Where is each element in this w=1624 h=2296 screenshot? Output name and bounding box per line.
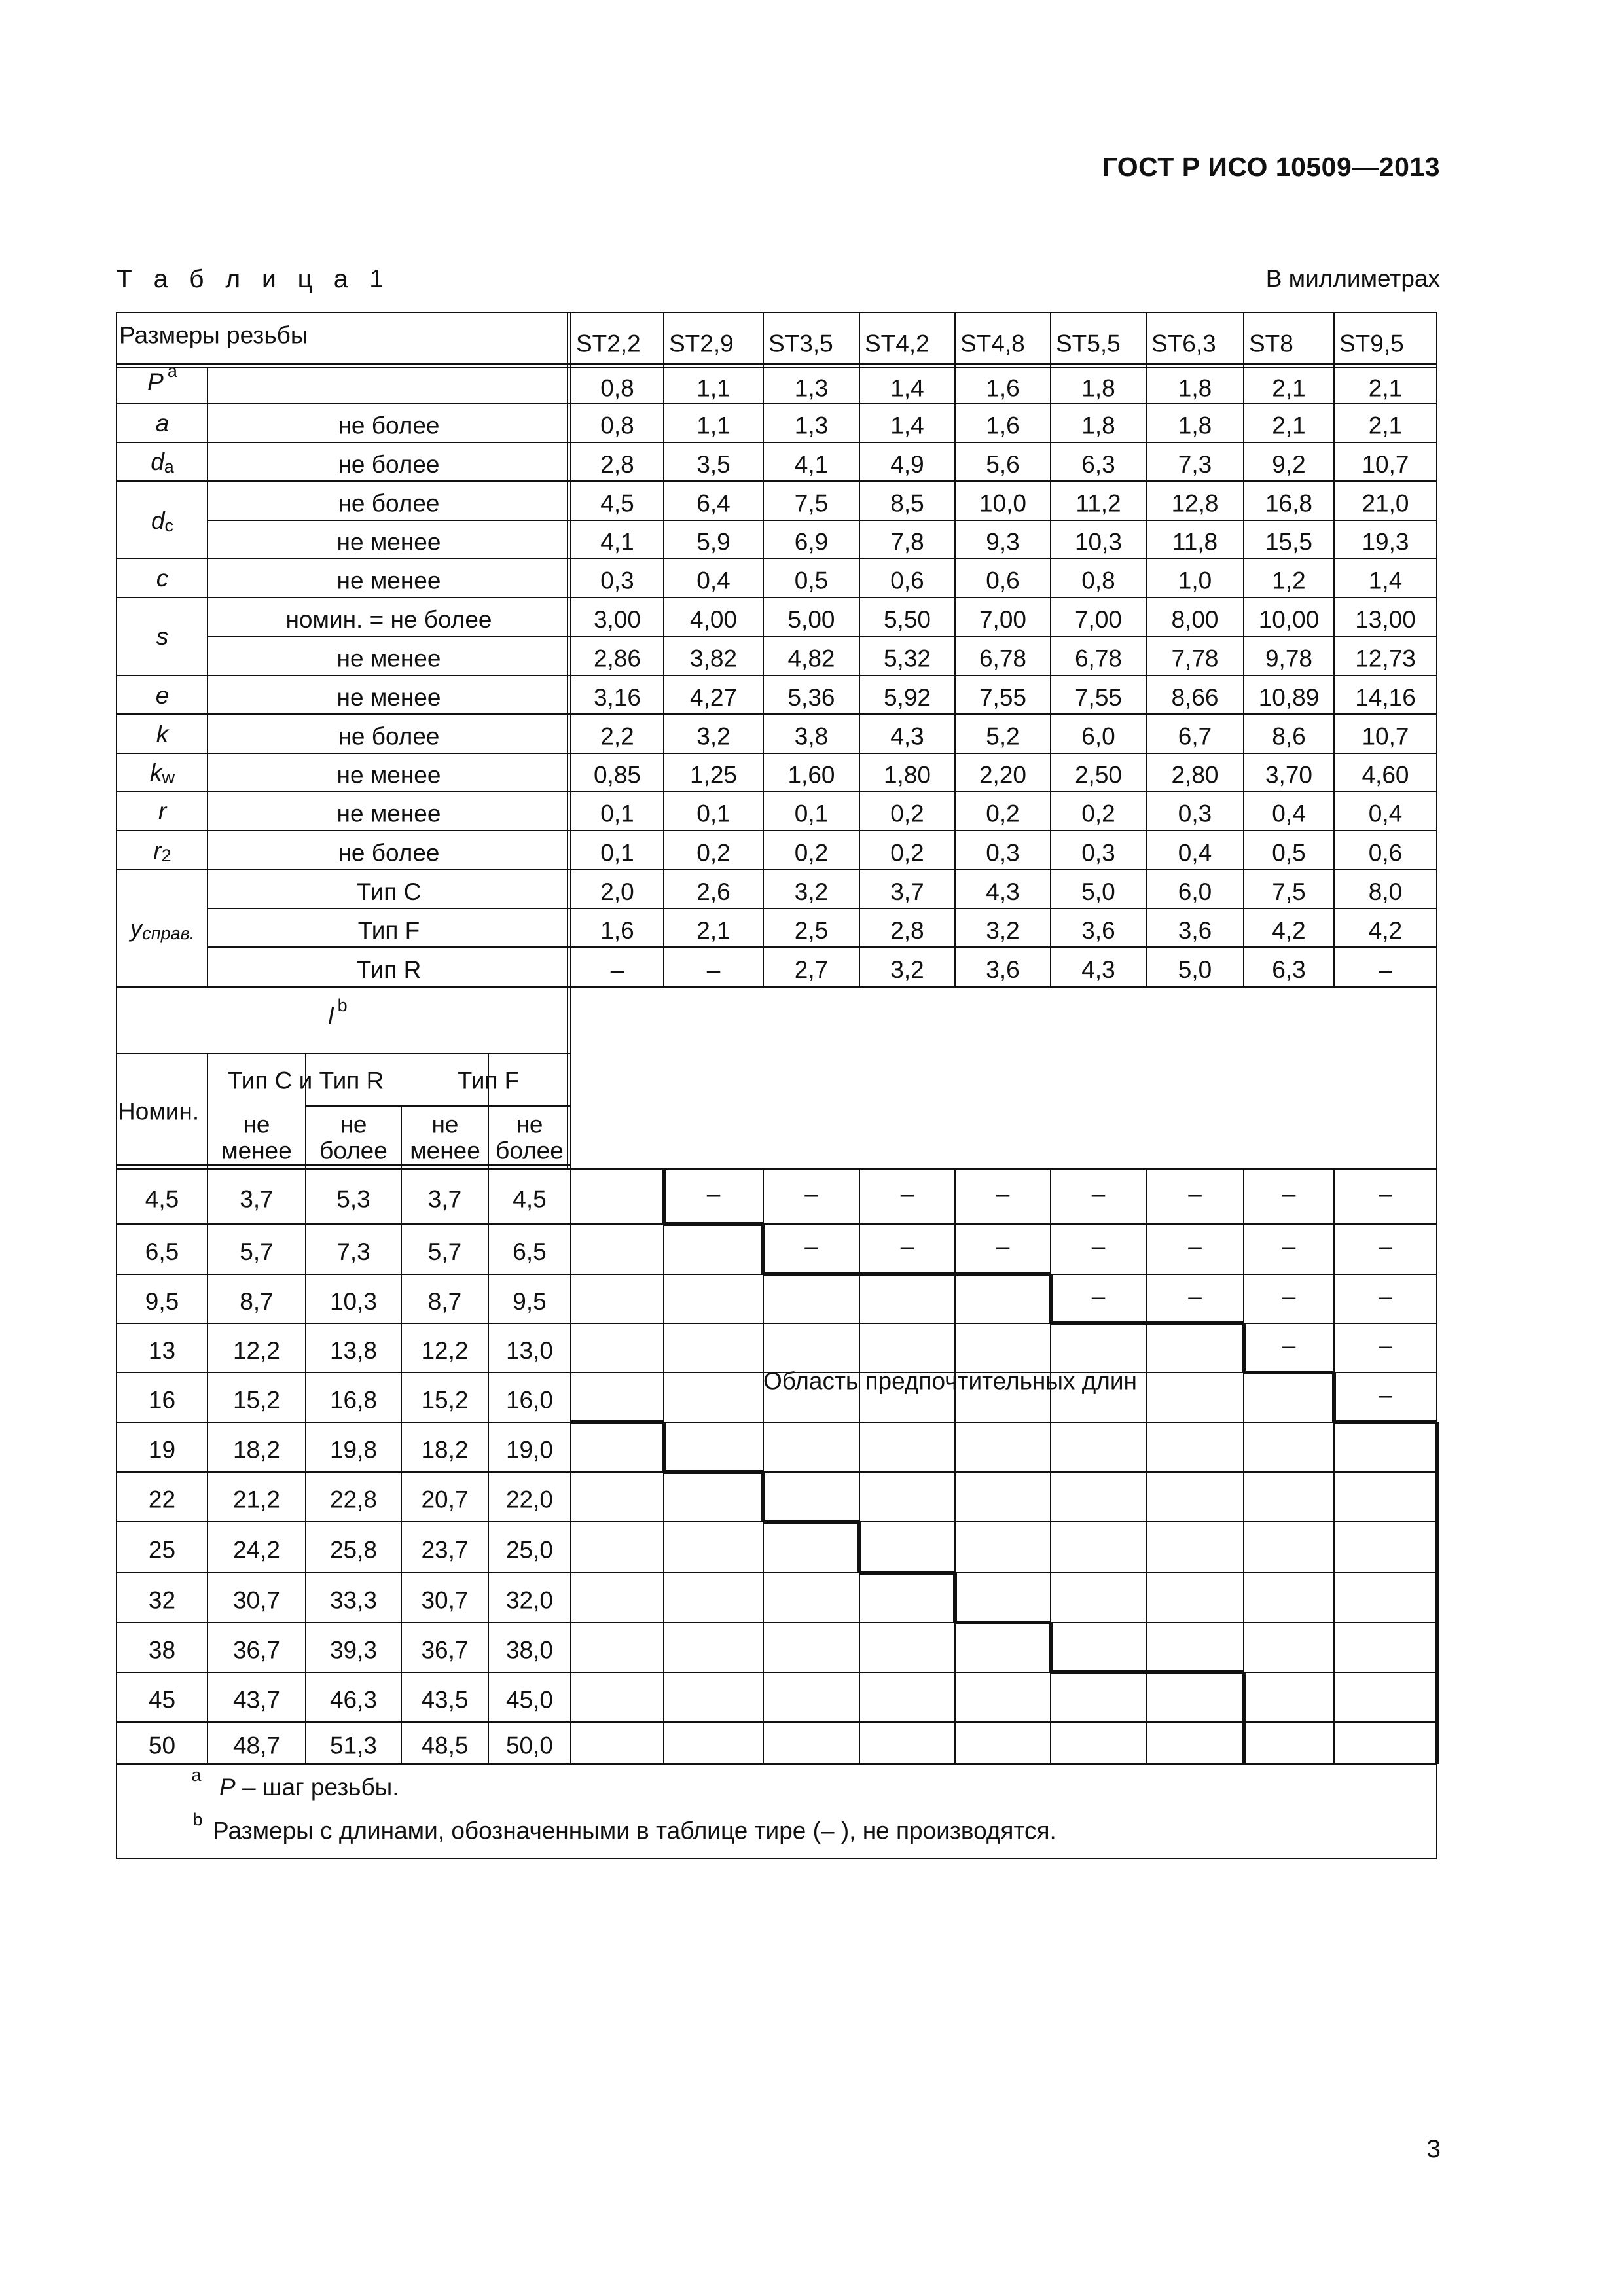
value-cell: 0,6 bbox=[890, 567, 924, 594]
value-cell: 1,4 bbox=[890, 412, 924, 439]
group-header-f: Тип F bbox=[457, 1067, 520, 1094]
length-limit-value: 51,3 bbox=[329, 1732, 378, 1759]
value-cell: 1,4 bbox=[1368, 567, 1403, 594]
value-cell: – bbox=[706, 956, 721, 983]
nominal-length: 50 bbox=[148, 1732, 176, 1759]
condition-label: не более bbox=[338, 451, 440, 478]
not-produced-dash: – bbox=[1091, 1233, 1106, 1260]
value-cell: 2,1 bbox=[1368, 412, 1403, 439]
length-limit-value: 30,7 bbox=[421, 1587, 469, 1614]
value-cell: 6,9 bbox=[794, 528, 829, 556]
length-limit-value: 21,2 bbox=[232, 1486, 281, 1513]
nominal-length: 32 bbox=[148, 1587, 176, 1614]
not-produced-dash: – bbox=[900, 1180, 914, 1208]
not-produced-dash: – bbox=[804, 1180, 818, 1208]
footnote-a: P – шаг резьбы. bbox=[219, 1773, 399, 1801]
value-cell: 10,7 bbox=[1362, 451, 1409, 478]
not-produced-dash: – bbox=[1282, 1283, 1296, 1310]
symbol-da: $d_a$ bbox=[151, 448, 174, 476]
value-cell: 3,8 bbox=[794, 723, 829, 750]
value-cell: 2,8 bbox=[600, 451, 634, 478]
value-cell: 1,1 bbox=[696, 374, 731, 402]
length-limit-value: 30,7 bbox=[232, 1587, 281, 1614]
value-cell: 1,8 bbox=[1081, 412, 1115, 439]
condition-label: Тип R bbox=[356, 956, 422, 983]
length-nominal-header: Номин. bbox=[118, 1098, 200, 1125]
not-produced-dash: – bbox=[996, 1233, 1010, 1260]
header-size-ST2,2: ST2,2 bbox=[576, 330, 641, 357]
value-cell: 11,2 bbox=[1075, 490, 1121, 517]
value-cell: 5,9 bbox=[696, 528, 731, 556]
nominal-length: 38 bbox=[148, 1636, 176, 1664]
table-grid bbox=[117, 312, 1437, 1859]
length-limit-value: 4,5 bbox=[513, 1185, 547, 1213]
length-limit-value: 23,7 bbox=[421, 1536, 469, 1564]
value-cell: 11,8 bbox=[1172, 528, 1218, 556]
length-limit-value: 8,7 bbox=[240, 1288, 274, 1315]
header-size-ST4,8: ST4,8 bbox=[960, 330, 1025, 357]
value-cell: 2,1 bbox=[1272, 374, 1306, 402]
length-limit-value: 19,0 bbox=[505, 1436, 554, 1463]
value-cell: 10,00 bbox=[1258, 606, 1320, 633]
value-cell: 8,66 bbox=[1171, 684, 1219, 711]
value-cell: 3,6 bbox=[1081, 917, 1115, 944]
min-header: не bbox=[431, 1111, 459, 1138]
value-cell: 7,5 bbox=[794, 490, 829, 517]
not-produced-dash: – bbox=[1282, 1180, 1296, 1208]
footnote-mark: b bbox=[192, 1810, 203, 1829]
value-cell: 3,70 bbox=[1265, 761, 1313, 789]
not-produced-dash: – bbox=[1282, 1233, 1296, 1260]
condition-label: не более bbox=[338, 490, 440, 517]
length-limit-value: 50,0 bbox=[505, 1732, 554, 1759]
length-limit-value: 19,8 bbox=[329, 1436, 378, 1463]
length-limit-value: 8,7 bbox=[427, 1288, 462, 1315]
not-produced-dash: – bbox=[1282, 1332, 1296, 1359]
value-cell: 7,00 bbox=[979, 606, 1027, 633]
not-produced-dash: – bbox=[900, 1233, 914, 1260]
symbol-s: s bbox=[156, 622, 169, 650]
length-limit-value: 15,2 bbox=[232, 1386, 281, 1414]
value-cell: 4,60 bbox=[1362, 761, 1409, 789]
value-cell: 10,0 bbox=[979, 490, 1027, 517]
value-cell: 2,2 bbox=[600, 723, 634, 750]
condition-label: не менее bbox=[336, 684, 441, 711]
length-limit-value: 36,7 bbox=[421, 1636, 469, 1664]
symbol-r: r bbox=[158, 797, 167, 825]
condition-label: не менее bbox=[336, 567, 441, 594]
length-limit-value: 18,2 bbox=[232, 1436, 281, 1463]
value-cell: 1,80 bbox=[883, 761, 931, 789]
max-header: более bbox=[496, 1137, 564, 1164]
length-limit-value: 16,0 bbox=[505, 1386, 554, 1414]
value-cell: 4,1 bbox=[794, 451, 829, 478]
value-cell: 0,1 bbox=[696, 800, 731, 827]
min-header: не bbox=[243, 1111, 270, 1138]
value-cell: 7,8 bbox=[890, 528, 924, 556]
value-cell: 0,4 bbox=[1368, 800, 1403, 827]
not-produced-dash: – bbox=[1379, 1381, 1392, 1408]
length-limit-value: 6,5 bbox=[513, 1238, 547, 1265]
length-limit-value: 5,3 bbox=[336, 1185, 370, 1213]
nominal-length: 22 bbox=[148, 1486, 176, 1513]
value-cell: 0,2 bbox=[1081, 800, 1115, 827]
value-cell: 7,3 bbox=[1178, 451, 1212, 478]
length-limit-value: 22,8 bbox=[329, 1486, 378, 1513]
table-units: В миллиметрах bbox=[1265, 265, 1440, 292]
length-limit-value: 5,7 bbox=[240, 1238, 274, 1265]
value-cell: 0,1 bbox=[794, 800, 829, 827]
symbol-c: c bbox=[156, 564, 169, 592]
value-cell: 0,8 bbox=[1081, 567, 1115, 594]
length-limit-value: 7,3 bbox=[336, 1238, 370, 1265]
value-cell: 4,27 bbox=[689, 684, 738, 711]
condition-label: не менее bbox=[336, 800, 441, 827]
value-cell: 0,3 bbox=[600, 567, 634, 594]
value-cell: 1,2 bbox=[1272, 567, 1306, 594]
symbol-yсправ.: $y_{справ.}$ bbox=[130, 914, 195, 943]
condition-label: не более bbox=[338, 723, 440, 750]
value-cell: 16,8 bbox=[1265, 490, 1313, 517]
value-cell: 0,4 bbox=[1272, 800, 1306, 827]
length-limit-value: 12,2 bbox=[232, 1337, 281, 1364]
length-limit-value: 48,5 bbox=[421, 1732, 469, 1759]
not-produced-dash: – bbox=[804, 1233, 818, 1260]
condition-label: не более bbox=[338, 412, 440, 439]
value-cell: 3,2 bbox=[794, 878, 829, 905]
symbol-e: e bbox=[155, 681, 170, 709]
not-produced-dash: – bbox=[1379, 1283, 1392, 1310]
value-cell: 14,16 bbox=[1355, 684, 1416, 711]
value-cell: 3,2 bbox=[986, 917, 1020, 944]
value-cell: 0,8 bbox=[600, 374, 634, 402]
symbol-kw: $k_w$ bbox=[150, 759, 175, 787]
value-cell: 12,8 bbox=[1171, 490, 1219, 517]
value-cell: 0,2 bbox=[794, 839, 829, 867]
header-thread-size-label: Размеры резьбы bbox=[119, 321, 308, 349]
length-limit-value: 22,0 bbox=[505, 1486, 554, 1513]
nominal-length: 45 bbox=[148, 1686, 176, 1713]
value-cell: 2,0 bbox=[600, 878, 634, 905]
length-limit-value: 24,2 bbox=[232, 1536, 281, 1564]
value-cell: 3,2 bbox=[696, 723, 731, 750]
value-cell: 0,3 bbox=[986, 839, 1020, 867]
symbol-P: P $^a$ bbox=[147, 361, 177, 395]
value-cell: 9,78 bbox=[1265, 645, 1313, 672]
value-cell: 0,1 bbox=[600, 839, 634, 867]
value-cell: 6,3 bbox=[1272, 956, 1306, 983]
value-cell: 6,78 bbox=[1074, 645, 1123, 672]
value-cell: 6,7 bbox=[1178, 723, 1212, 750]
value-cell: 1,8 bbox=[1081, 374, 1115, 402]
value-cell: 1,60 bbox=[787, 761, 835, 789]
length-limit-value: 48,7 bbox=[232, 1732, 281, 1759]
condition-label: не менее bbox=[336, 645, 441, 672]
value-cell: 10,89 bbox=[1258, 684, 1320, 711]
document-standard-id: ГОСТ Р ИСО 10509—2013 bbox=[1102, 152, 1440, 182]
value-cell: – bbox=[610, 956, 624, 983]
value-cell: 5,2 bbox=[986, 723, 1020, 750]
not-produced-dash: – bbox=[1091, 1180, 1106, 1208]
value-cell: 10,7 bbox=[1362, 723, 1409, 750]
table-cells bbox=[118, 322, 1416, 1844]
value-cell: 6,0 bbox=[1178, 878, 1212, 905]
table-title: Т а б л и ц а 1 bbox=[117, 265, 391, 293]
header-size-ST5,5: ST5,5 bbox=[1056, 330, 1121, 357]
value-cell: 6,4 bbox=[696, 490, 731, 517]
value-cell: 4,3 bbox=[890, 723, 924, 750]
value-cell: 6,3 bbox=[1081, 451, 1115, 478]
value-cell: 4,3 bbox=[986, 878, 1020, 905]
length-limit-value: 20,7 bbox=[421, 1486, 469, 1513]
value-cell: 3,82 bbox=[689, 645, 738, 672]
nominal-length: 16 bbox=[148, 1386, 176, 1414]
length-limit-value: 25,8 bbox=[329, 1536, 378, 1564]
value-cell: 3,6 bbox=[1178, 917, 1212, 944]
value-cell: 0,2 bbox=[986, 800, 1020, 827]
value-cell: 0,5 bbox=[794, 567, 829, 594]
length-limit-value: 32,0 bbox=[505, 1587, 554, 1614]
length-limit-value: 3,7 bbox=[427, 1185, 462, 1213]
header-size-ST9,5: ST9,5 bbox=[1339, 330, 1404, 357]
length-limit-value: 10,3 bbox=[329, 1288, 378, 1315]
length-limit-value: 15,2 bbox=[421, 1386, 469, 1414]
header-size-ST2,9: ST2,9 bbox=[669, 330, 734, 357]
length-limit-value: 36,7 bbox=[232, 1636, 281, 1664]
max-header: не bbox=[516, 1111, 543, 1138]
value-cell: 0,6 bbox=[1368, 839, 1403, 867]
length-limit-value: 33,3 bbox=[329, 1587, 378, 1614]
value-cell: 0,3 bbox=[1081, 839, 1115, 867]
not-produced-dash: – bbox=[1379, 1233, 1392, 1260]
length-limit-value: 5,7 bbox=[427, 1238, 462, 1265]
footnote-mark: a bbox=[191, 1765, 202, 1785]
value-cell: 21,0 bbox=[1362, 490, 1409, 517]
symbol-a: a bbox=[155, 409, 170, 437]
value-cell: 4,5 bbox=[600, 490, 634, 517]
condition-label: Тип F bbox=[357, 917, 420, 944]
value-cell: 2,50 bbox=[1074, 761, 1123, 789]
value-cell: 3,5 bbox=[696, 451, 731, 478]
value-cell: 19,3 bbox=[1362, 528, 1409, 556]
value-cell: 7,55 bbox=[1074, 684, 1123, 711]
length-limit-value: 38,0 bbox=[505, 1636, 554, 1664]
value-cell: 3,16 bbox=[593, 684, 641, 711]
header-size-ST6,3: ST6,3 bbox=[1151, 330, 1216, 357]
value-cell: 2,7 bbox=[794, 956, 829, 983]
not-produced-dash: – bbox=[1379, 1332, 1392, 1359]
value-cell: 0,8 bbox=[600, 412, 634, 439]
not-produced-dash: – bbox=[996, 1180, 1010, 1208]
symbol-k: k bbox=[156, 720, 169, 747]
value-cell: 5,92 bbox=[883, 684, 931, 711]
value-cell: 2,1 bbox=[1368, 374, 1403, 402]
value-cell: 2,5 bbox=[794, 917, 829, 944]
value-cell: 8,0 bbox=[1368, 878, 1403, 905]
value-cell: 0,5 bbox=[1272, 839, 1306, 867]
not-produced-dash: – bbox=[1091, 1283, 1106, 1310]
condition-label: не менее bbox=[336, 528, 441, 556]
value-cell: 5,00 bbox=[787, 606, 835, 633]
length-limit-value: 12,2 bbox=[421, 1337, 469, 1364]
value-cell: 7,5 bbox=[1272, 878, 1306, 905]
value-cell: 4,82 bbox=[787, 645, 835, 672]
length-symbol: l $^b$ bbox=[328, 996, 348, 1030]
value-cell: 1,3 bbox=[794, 374, 829, 402]
min-header: менее bbox=[221, 1137, 292, 1164]
value-cell: 9,2 bbox=[1272, 451, 1306, 478]
value-cell: 2,6 bbox=[696, 878, 731, 905]
value-cell: – bbox=[1379, 956, 1392, 983]
condition-label: номин. = не более bbox=[285, 606, 492, 633]
value-cell: 2,1 bbox=[1272, 412, 1306, 439]
value-cell: 1,3 bbox=[794, 412, 829, 439]
length-limit-value: 18,2 bbox=[421, 1436, 469, 1463]
group-header-cr: Тип С и Тип R bbox=[227, 1067, 384, 1094]
length-limit-value: 25,0 bbox=[505, 1536, 554, 1564]
length-limit-value: 43,5 bbox=[421, 1686, 469, 1713]
value-cell: 3,7 bbox=[890, 878, 924, 905]
value-cell: 4,2 bbox=[1272, 917, 1306, 944]
value-cell: 3,6 bbox=[986, 956, 1020, 983]
not-produced-dash: – bbox=[1379, 1180, 1392, 1208]
value-cell: 8,5 bbox=[890, 490, 924, 517]
header-size-ST4,2: ST4,2 bbox=[865, 330, 929, 357]
value-cell: 0,6 bbox=[986, 567, 1020, 594]
value-cell: 3,00 bbox=[593, 606, 641, 633]
value-cell: 8,00 bbox=[1171, 606, 1219, 633]
nominal-length: 6,5 bbox=[145, 1238, 179, 1265]
value-cell: 5,36 bbox=[787, 684, 835, 711]
value-cell: 0,2 bbox=[696, 839, 731, 867]
value-cell: 0,2 bbox=[890, 839, 924, 867]
value-cell: 4,2 bbox=[1368, 917, 1403, 944]
value-cell: 0,4 bbox=[1178, 839, 1212, 867]
value-cell: 15,5 bbox=[1265, 528, 1313, 556]
page-number: 3 bbox=[1426, 2135, 1441, 2163]
not-produced-dash: – bbox=[1188, 1283, 1202, 1310]
length-limit-value: 45,0 bbox=[505, 1686, 554, 1713]
length-limit-value: 13,0 bbox=[505, 1337, 554, 1364]
value-cell: 2,86 bbox=[593, 645, 641, 672]
nominal-length: 4,5 bbox=[145, 1185, 179, 1213]
length-limit-value: 16,8 bbox=[329, 1386, 378, 1414]
value-cell: 7,00 bbox=[1074, 606, 1123, 633]
value-cell: 0,85 bbox=[593, 761, 641, 789]
value-cell: 7,55 bbox=[979, 684, 1027, 711]
length-limit-value: 46,3 bbox=[329, 1686, 378, 1713]
value-cell: 1,25 bbox=[689, 761, 738, 789]
preferred-length-region-label: Область предпочтительных длин bbox=[763, 1367, 1137, 1395]
value-cell: 1,4 bbox=[890, 374, 924, 402]
value-cell: 1,1 bbox=[696, 412, 731, 439]
value-cell: 1,6 bbox=[986, 412, 1020, 439]
value-cell: 9,3 bbox=[986, 528, 1020, 556]
value-cell: 2,20 bbox=[979, 761, 1027, 789]
value-cell: 5,6 bbox=[986, 451, 1020, 478]
header-size-ST8: ST8 bbox=[1249, 330, 1293, 357]
value-cell: 13,00 bbox=[1355, 606, 1416, 633]
length-limit-value: 39,3 bbox=[329, 1636, 378, 1664]
value-cell: 6,0 bbox=[1081, 723, 1115, 750]
value-cell: 1,8 bbox=[1178, 412, 1212, 439]
value-cell: 4,00 bbox=[689, 606, 738, 633]
symbol-dc: $d_c$ bbox=[151, 507, 174, 535]
min-header: менее bbox=[410, 1137, 480, 1164]
value-cell: 10,3 bbox=[1074, 528, 1123, 556]
value-cell: 5,0 bbox=[1081, 878, 1115, 905]
value-cell: 2,8 bbox=[890, 917, 924, 944]
value-cell: 7,78 bbox=[1171, 645, 1219, 672]
value-cell: 6,78 bbox=[979, 645, 1027, 672]
value-cell: 0,4 bbox=[696, 567, 731, 594]
condition-label: не более bbox=[338, 839, 440, 867]
value-cell: 1,0 bbox=[1178, 567, 1212, 594]
value-cell: 4,9 bbox=[890, 451, 924, 478]
value-cell: 8,6 bbox=[1272, 723, 1306, 750]
value-cell: 1,6 bbox=[600, 917, 634, 944]
value-cell: 1,6 bbox=[986, 374, 1020, 402]
value-cell: 5,32 bbox=[883, 645, 931, 672]
nominal-length: 25 bbox=[148, 1536, 176, 1564]
condition-label: не менее bbox=[336, 761, 441, 789]
length-limit-value: 13,8 bbox=[329, 1337, 378, 1364]
value-cell: 4,1 bbox=[600, 528, 634, 556]
max-header: не bbox=[340, 1111, 367, 1138]
not-produced-dash: – bbox=[1188, 1233, 1202, 1260]
symbol-r2: $r_2$ bbox=[153, 836, 171, 865]
length-limit-value: 9,5 bbox=[513, 1288, 547, 1315]
not-produced-dash: – bbox=[706, 1180, 721, 1208]
value-cell: 0,2 bbox=[890, 800, 924, 827]
value-cell: 0,3 bbox=[1178, 800, 1212, 827]
header-size-ST3,5: ST3,5 bbox=[768, 330, 833, 357]
not-produced-dash: – bbox=[1188, 1180, 1202, 1208]
nominal-length: 19 bbox=[148, 1436, 176, 1463]
value-cell: 1,8 bbox=[1178, 374, 1212, 402]
nominal-length: 13 bbox=[148, 1337, 176, 1364]
value-cell: 0,1 bbox=[600, 800, 634, 827]
length-limit-value: 43,7 bbox=[232, 1686, 281, 1713]
max-header: более bbox=[319, 1137, 388, 1164]
value-cell: 3,2 bbox=[890, 956, 924, 983]
footnote-b: Размеры с длинами, обозначенными в таблице тире (– ), не производятся. bbox=[213, 1817, 1056, 1844]
value-cell: 5,50 bbox=[883, 606, 931, 633]
value-cell: 2,1 bbox=[696, 917, 731, 944]
value-cell: 4,3 bbox=[1081, 956, 1115, 983]
value-cell: 12,73 bbox=[1355, 645, 1416, 672]
value-cell: 5,0 bbox=[1178, 956, 1212, 983]
nominal-length: 9,5 bbox=[145, 1288, 179, 1315]
value-cell: 2,80 bbox=[1171, 761, 1219, 789]
length-limit-value: 3,7 bbox=[240, 1185, 274, 1213]
condition-label: Тип С bbox=[356, 878, 422, 905]
